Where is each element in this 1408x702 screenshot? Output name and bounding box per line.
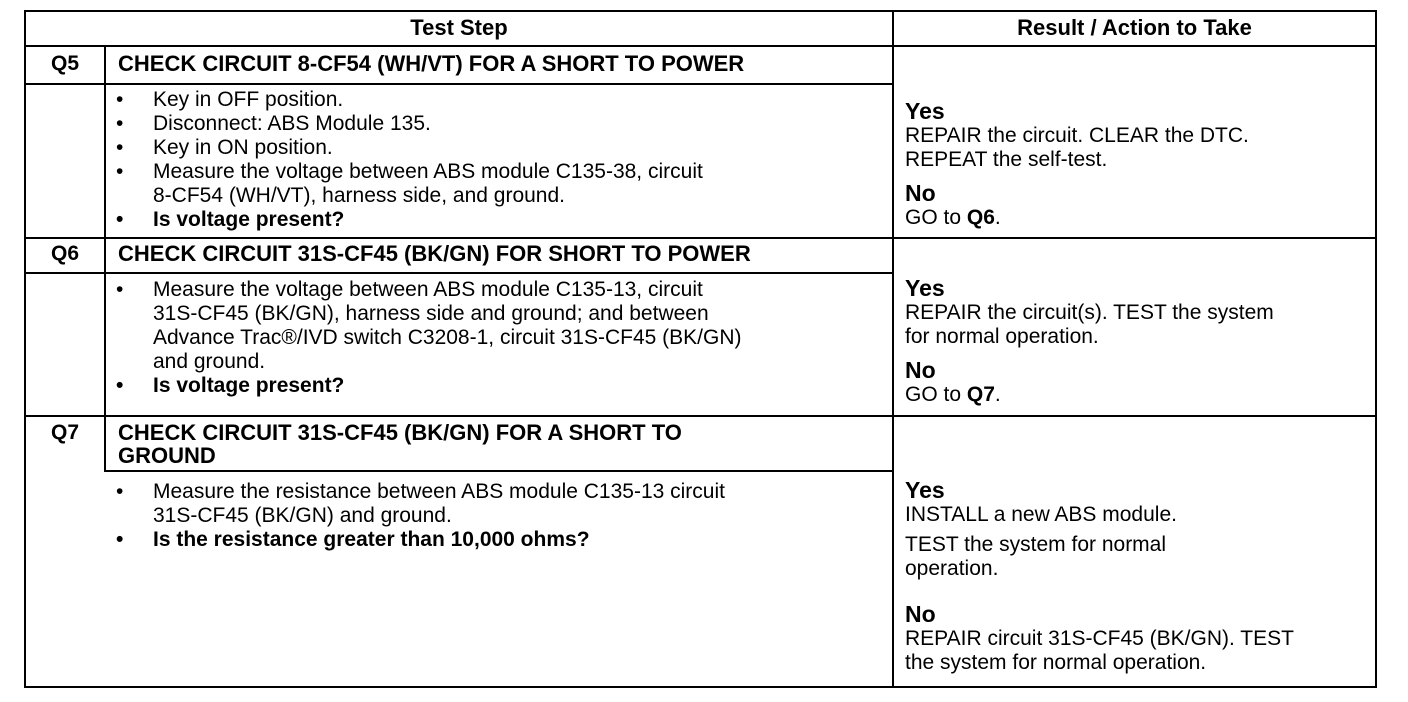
no-action: REPAIR circuit 31S-CF45 (BK/GN). TEST	[905, 627, 1294, 650]
no-action: GO to Q7.	[905, 383, 1001, 406]
list-item: 8-CF54 (WH/VT), harness side, and ground.	[153, 184, 566, 207]
goto-ref-q7: Q7	[966, 383, 995, 406]
goto-ref-q6: Q6	[966, 206, 995, 229]
list-item: • Measure the resistance between ABS module C135-13 circuit	[116, 480, 725, 503]
rule-q6-title	[26, 272, 894, 274]
header-test-step: Test Step	[410, 15, 508, 40]
no-action: the system for normal operation.	[905, 651, 1207, 674]
rule-q6-top	[26, 237, 1375, 239]
step-title-q7-line1: CHECK CIRCUIT 31S-CF45 (BK/GN) FOR A SHORT TO	[118, 420, 682, 445]
list-item: • Measure the voltage between ABS module C135-38, circuit	[116, 160, 703, 183]
yes-label: Yes	[905, 477, 945, 503]
list-item: 31S-CF45 (BK/GN), harness side and ground; and between	[153, 302, 709, 325]
rule-q5-title	[26, 83, 894, 85]
step-question-q5: • Is voltage present?	[116, 208, 345, 231]
yes-action: REPAIR the circuit. CLEAR the DTC.	[905, 124, 1249, 147]
yes-action: REPEAT the self-test.	[905, 148, 1108, 171]
step-bullets-q5	[108, 88, 703, 232]
rule-header-bottom	[26, 45, 1375, 47]
step-id-q7: Q7	[50, 421, 79, 444]
rule-col-id	[104, 45, 106, 472]
yes-action: operation.	[905, 557, 999, 580]
step-title-q7-line2: GROUND	[118, 443, 216, 468]
step-question-q7: • Is the resistance greater than 10,000 ohms?	[116, 528, 590, 551]
list-item: • Key in OFF position.	[116, 88, 344, 111]
list-item: 31S-CF45 (BK/GN) and ground.	[153, 504, 452, 527]
no-label: No	[905, 180, 936, 206]
rule-q7-title	[106, 470, 894, 472]
step-question-q6: • Is voltage present?	[116, 374, 345, 397]
yes-label: Yes	[905, 98, 945, 124]
list-item: and ground.	[153, 350, 266, 373]
step-title-q5: CHECK CIRCUIT 8-CF54 (WH/VT) FOR A SHORT TO POWER	[118, 51, 745, 76]
rule-q7-top	[26, 415, 1375, 417]
step-title-q6: CHECK CIRCUIT 31S-CF45 (BK/GN) FOR SHORT TO POWER	[118, 241, 751, 266]
diagnostic-table	[24, 10, 1377, 688]
list-item: • Key in ON position.	[116, 136, 333, 159]
no-label: No	[905, 601, 936, 627]
yes-label: Yes	[905, 275, 945, 301]
step-bullets-q6	[108, 278, 742, 398]
no-label: No	[905, 357, 936, 383]
yes-action: for normal operation.	[905, 325, 1099, 348]
result-q7	[905, 477, 1294, 675]
no-action: GO to Q6.	[905, 206, 1001, 229]
header-result: Result / Action to Take	[1017, 15, 1252, 40]
list-item: • Disconnect: ABS Module 135.	[116, 112, 431, 135]
yes-action: REPAIR the circuit(s). TEST the system	[905, 301, 1274, 324]
rule-col-result	[892, 12, 894, 686]
list-item: • Measure the voltage between ABS module C135-13, circuit	[116, 278, 703, 301]
yes-action: TEST the system for normal	[905, 533, 1167, 556]
result-q5	[905, 98, 1249, 230]
step-id-q5: Q5	[50, 52, 79, 75]
result-q6	[905, 275, 1274, 407]
list-item: Advance Trac®/IVD switch C3208-1, circuit 31S-CF45 (BK/GN)	[153, 326, 742, 349]
step-id-q6: Q6	[50, 242, 79, 265]
yes-action: INSTALL a new ABS module.	[905, 503, 1177, 526]
step-bullets-q7	[108, 480, 725, 552]
